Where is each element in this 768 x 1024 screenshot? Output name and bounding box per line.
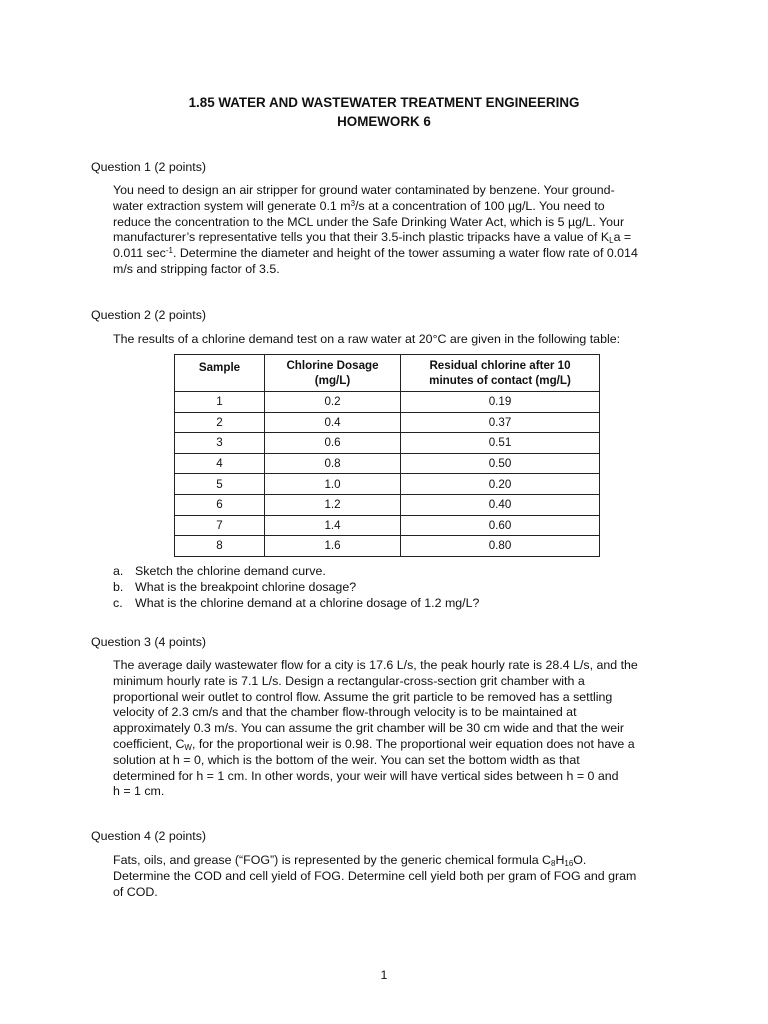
q1-line-3: reduce the concentration to the MCL under the Safe Drinking Water Act, which is 5 µg/L. Your xyxy=(113,214,625,229)
cell-sample: 6 xyxy=(175,494,265,515)
cell-residual: 0.50 xyxy=(401,453,600,474)
subquestion-a: a. Sketch the chlorine demand curve. xyxy=(113,564,326,578)
table-header-row xyxy=(175,355,600,392)
cell-residual: 0.20 xyxy=(401,474,600,495)
cell-sample: 8 xyxy=(175,536,265,557)
cell-dosage: 0.2 xyxy=(265,392,401,413)
question-1-body xyxy=(113,183,683,278)
q3-line-9: h = 1 cm. xyxy=(113,784,165,799)
q3-line-5: approximately 0.3 m/s. You can assume the grit chamber will be 30 cm wide and that the weir xyxy=(113,721,625,736)
cell-residual: 0.19 xyxy=(401,392,600,413)
cell-dosage: 0.6 xyxy=(265,433,401,454)
cell-sample: 4 xyxy=(175,453,265,474)
cell-dosage: 0.8 xyxy=(265,453,401,474)
question-2-intro: The results of a chlorine demand test on a raw water at 20°C are given in the following table: xyxy=(113,332,621,346)
q3-line-6: coefficient, $C_W$, for the proportional weir is 0.98. The proportional weir equation does not have a xyxy=(113,736,635,752)
cell-sample: 3 xyxy=(175,433,265,454)
cell-residual: 0.40 xyxy=(401,494,600,515)
q1-line-1: You need to design an air stripper for ground water contaminated by benzene. Your ground- xyxy=(113,183,615,197)
q4-line-2: Determine the COD and cell yield of FOG. Determine cell yield both per gram of FOG and gram xyxy=(113,868,637,883)
cell-dosage: 1.4 xyxy=(265,515,401,536)
table-row xyxy=(175,433,600,454)
cell-sample: 5 xyxy=(175,474,265,495)
table-row xyxy=(175,515,600,536)
question-2-subquestions xyxy=(113,564,479,611)
cell-dosage: 0.4 xyxy=(265,412,401,433)
question-2-heading: Question 2 (2 points) xyxy=(91,308,207,322)
table-row xyxy=(175,474,600,495)
subquestion-c: c. What is the chlorine demand at a chlorine dosage of 1.2 mg/L? xyxy=(113,595,480,610)
cell-sample: 1 xyxy=(175,392,265,413)
cell-dosage: 1.2 xyxy=(265,494,401,515)
header-chlorine-dosage: Chlorine Dosage (mg/L) xyxy=(265,355,401,392)
q3-line-7: solution at h = 0, which is the bottom of the weir. You can set the bottom width as that xyxy=(113,752,580,767)
cell-dosage: 1.0 xyxy=(265,474,401,495)
question-3-heading: Question 3 (4 points) xyxy=(91,635,207,649)
question-4-heading: Question 4 (2 points) xyxy=(91,829,207,843)
table-row xyxy=(175,412,600,433)
cell-sample: 7 xyxy=(175,515,265,536)
cell-residual: 0.37 xyxy=(401,412,600,433)
question-3-body xyxy=(113,658,683,800)
q1-line-6: m/s and stripping factor of 3.5. xyxy=(113,261,280,276)
table-row xyxy=(175,453,600,474)
document-title-line-2: HOMEWORK 6 xyxy=(337,114,431,129)
cell-residual: 0.80 xyxy=(401,536,600,557)
page-number: 1 xyxy=(380,968,388,982)
q3-line-2: minimum hourly rate is 7.1 L/s. Design a rectangular-cross-section grit chamber with a xyxy=(113,673,585,688)
q3-line-4: velocity of 2.3 cm/s and that the chamber flow-through velocity is to be maintained at xyxy=(113,705,577,720)
subquestion-b: b. What is the breakpoint chlorine dosage? xyxy=(113,579,357,594)
q3-line-3: proportional weir outlet to control flow. Assume the grit particle to be removed has a settling xyxy=(113,689,613,704)
q4-line-3: of COD. xyxy=(113,884,158,899)
cell-sample: 2 xyxy=(175,412,265,433)
cell-dosage: 1.6 xyxy=(265,536,401,557)
q1-line-2: water extraction system will generate 0.1 $m^3/s$ at a concentration of 100 µg/L. You need to xyxy=(113,198,605,213)
cell-residual: 0.51 xyxy=(401,433,600,454)
table-body xyxy=(175,392,600,557)
q1-line-5: 0.011 $\sec^{-1}$. Determine the diameter and height of the tower assuming a water flow rate of 0.014 xyxy=(113,246,638,261)
table-row xyxy=(175,392,600,413)
header-sample: Sample xyxy=(175,355,265,392)
header-residual-chlorine: Residual chlorine after 10 minutes of contact (mg/L) xyxy=(401,355,600,392)
q1-line-4: manufacturer’s representative tells you that their 3.5-inch plastic tripacks have a value of $K_La$ = xyxy=(113,230,632,246)
question-1-heading: Question 1 (2 points) xyxy=(91,160,207,174)
table-row xyxy=(175,536,600,557)
table-row xyxy=(175,494,600,515)
q4-line-1: Fats, oils, and grease (“FOG”) is represented by the generic chemical formula $C_8H_{16}O$. xyxy=(113,853,587,868)
q3-line-8: determined for h = 1 cm. In other words, your weir will have vertical sides between h = 0 and xyxy=(113,768,619,783)
chlorine-demand-table xyxy=(174,354,600,557)
document-title-line-1: 1.85 WATER AND WASTEWATER TREATMENT ENGINEERING xyxy=(188,95,580,110)
q3-line-1: The average daily wastewater flow for a city is 17.6 L/s, the peak hourly rate is 28.4 L/s, and the xyxy=(113,658,638,672)
cell-residual: 0.60 xyxy=(401,515,600,536)
question-4-body xyxy=(113,853,683,900)
